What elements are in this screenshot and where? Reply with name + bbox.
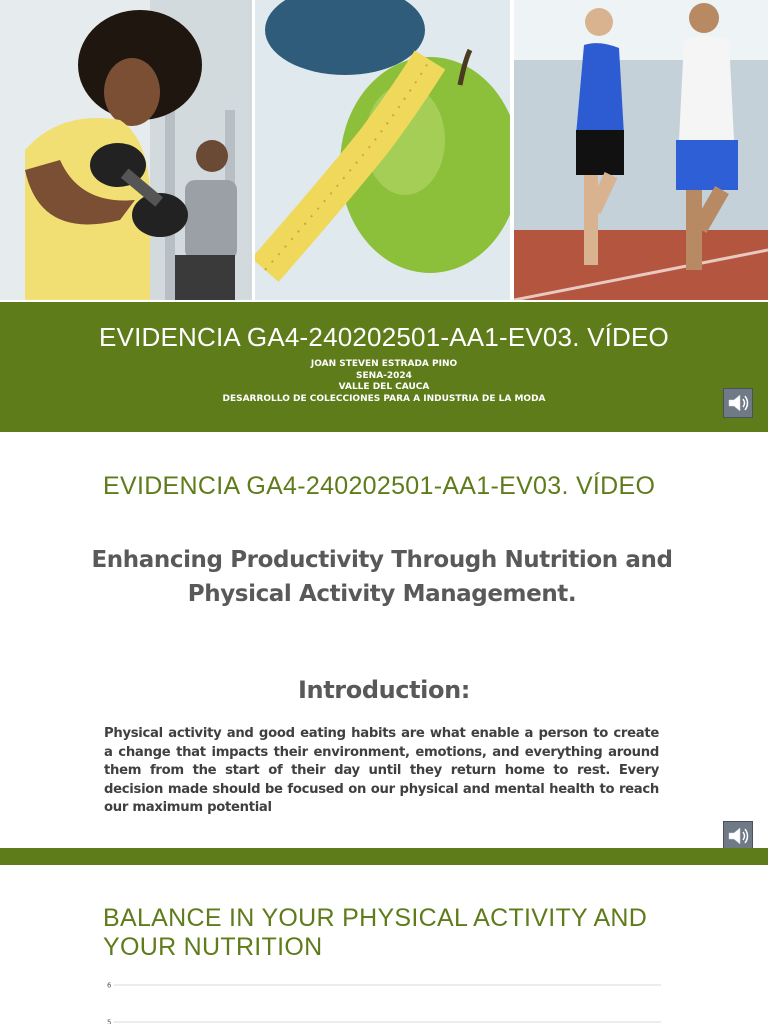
presentation-title: EVIDENCIA GA4-240202501-AA1-EV03. VÍDEO — [99, 322, 669, 352]
slide2-title: EVIDENCIA GA4-240202501-AA1-EV03. VÍDEO — [103, 472, 656, 500]
introduction-body: Physical activity and good eating habits are what enable a person to create a change that impacts their environment, emotions, and everything around them from the start of their day until they return home to rest. Every decision made should be focused on our physical and mental health to reach our maximum potential — [104, 726, 659, 815]
slide3-title: BALANCE IN YOUR PHYSICAL ACTIVITY AND YOUR NUTRITION — [103, 904, 648, 961]
title-photo-strip — [0, 0, 768, 302]
speaker-icon[interactable] — [723, 821, 753, 851]
introduction-heading: Introduction: — [298, 676, 470, 704]
weightlifting-photo — [0, 0, 252, 300]
slide-divider-band — [0, 848, 768, 865]
apple-measuring-tape-photo — [255, 0, 510, 300]
author-info — [0, 359, 768, 405]
y-tick-label: 6 — [107, 981, 112, 990]
title-band — [0, 302, 768, 432]
y-tick-label: 5 — [107, 1018, 112, 1024]
author-name: JOAN STEVEN ESTRADA PINO — [310, 359, 458, 369]
slide2-subtitle: Enhancing Productivity Through Nutrition and Physical Activity Management. — [91, 547, 673, 607]
speaker-icon[interactable] — [723, 388, 753, 418]
region: VALLE DEL CAUCA — [338, 382, 430, 392]
institution-year: SENA-2024 — [356, 370, 412, 381]
balance-chart — [100, 976, 665, 1024]
runners-photo — [514, 0, 768, 300]
program-name: DESARROLLO DE COLECCIONES PARA A INDUSTRIA DE LA MODA — [222, 393, 546, 404]
